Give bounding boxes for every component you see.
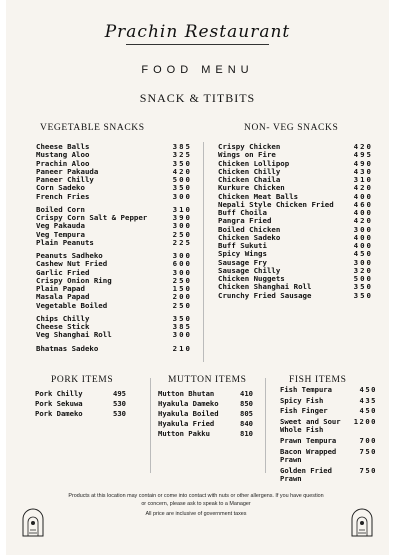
item-name: Masala Papad — [36, 292, 90, 302]
logo-right-icon — [349, 508, 375, 538]
nonveg-heading: NON- VEG SNACKS — [244, 123, 339, 133]
item-name: Mustang Aloo — [36, 150, 90, 160]
item-price: 700 — [359, 435, 377, 445]
item-name: Veg Shanghai Roll — [36, 330, 112, 340]
item-price: 310 — [353, 175, 373, 184]
menu-item — [35, 389, 126, 399]
item-name: Crispy Chicken — [218, 142, 281, 151]
item-name: Chicken Nuggets — [218, 274, 285, 283]
item-price: 400 — [353, 191, 373, 201]
title-underline — [126, 44, 269, 45]
column-divider — [203, 142, 204, 362]
menu-item — [158, 389, 253, 399]
item-name: French Fries — [36, 191, 90, 201]
item-name: Chips Chilly — [36, 313, 90, 323]
item-name: Golden Fried Prawn — [280, 465, 332, 484]
item-name: Buff Sukuti — [218, 241, 267, 250]
item-price: 300 — [172, 221, 192, 231]
item-name: Crunchy Fried Sausage — [218, 290, 312, 300]
item-name: Crispy Corn Salt & Pepper — [36, 213, 148, 222]
item-price: 850 — [240, 399, 253, 408]
fish-heading: FISH ITEMS — [289, 375, 347, 385]
item-name: Chicken Sadeko — [218, 232, 281, 242]
item-name: Mutton Pakku — [158, 429, 210, 438]
menu-page — [6, 0, 389, 555]
menu-item — [36, 331, 192, 339]
menu-title: FOOD MENU — [141, 64, 254, 76]
item-name: Bacon Wrapped Prawn — [280, 446, 337, 465]
item-name: Fish Finger — [280, 406, 328, 416]
item-name: Garlic Fried — [36, 267, 90, 277]
menu-item — [280, 467, 377, 484]
item-price: 495 — [353, 150, 373, 160]
item-name: Cheese Stick — [36, 322, 90, 331]
item-price: 385 — [172, 322, 192, 331]
item-price: 500 — [353, 274, 373, 283]
item-price: 750 — [359, 465, 377, 475]
item-price: 390 — [172, 213, 192, 222]
nonveg-list — [218, 143, 373, 300]
item-name: Mutton Bhutan — [158, 389, 215, 398]
item-name: Bhatmas Sadeko — [36, 343, 99, 353]
item-price: 420 — [353, 216, 373, 226]
item-price: 840 — [240, 419, 253, 428]
item-price: 530 — [113, 409, 126, 418]
mutton-list — [158, 389, 253, 439]
item-name: Chicken Meat Balls — [218, 191, 299, 201]
item-price: 420 — [353, 183, 373, 193]
item-price: 300 — [353, 257, 373, 267]
item-price: 420 — [172, 166, 192, 176]
menu-item — [35, 409, 126, 419]
mutton-divider — [265, 378, 266, 473]
item-price: 350 — [172, 313, 192, 323]
item-name: Pork Sekuwa — [35, 399, 83, 408]
item-price: 250 — [172, 300, 192, 310]
menu-item — [158, 419, 253, 429]
item-price: 400 — [353, 208, 373, 217]
item-price: 325 — [172, 150, 192, 160]
item-price: 300 — [172, 191, 192, 201]
item-price: 450 — [359, 406, 377, 416]
item-name: Prachin Aloo — [36, 158, 90, 168]
item-price: 150 — [172, 284, 192, 293]
item-name: Plain Papad — [36, 284, 85, 293]
item-price: 400 — [353, 241, 373, 250]
item-price: 400 — [353, 232, 373, 242]
restaurant-name: Prachin Restaurant — [104, 22, 291, 42]
pork-divider — [150, 378, 151, 473]
item-price: 420 — [353, 142, 373, 151]
logo-left-icon — [20, 508, 46, 538]
section-title: SNACK & TITBITS — [139, 91, 256, 105]
item-price: 410 — [240, 389, 253, 398]
item-name: Chicken Lollipop — [218, 158, 290, 168]
tax-note: All price are inclusive of government taxes — [145, 511, 247, 517]
item-name: Boiled Chicken — [218, 224, 281, 234]
menu-item — [280, 437, 377, 446]
item-price: 350 — [353, 282, 373, 292]
menu-item — [280, 407, 377, 416]
menu-item — [280, 397, 377, 406]
item-name: Paneer Chilly — [36, 175, 94, 184]
menu-item — [36, 302, 192, 310]
item-name: Kurkure Chicken — [218, 183, 285, 193]
item-price: 300 — [353, 224, 373, 234]
item-name: Plain Peanuts — [36, 237, 94, 247]
item-name: Peanuts Sadheko — [36, 251, 103, 260]
item-price: 225 — [172, 237, 192, 247]
item-price: 320 — [353, 265, 373, 275]
item-name: Chicken Chilly — [218, 166, 281, 176]
item-name: Spicy Fish — [280, 395, 324, 405]
item-name: Spicy Wings — [218, 249, 267, 259]
item-name: Sweet and Sour Whole Fish — [280, 416, 341, 435]
item-name: Paneer Pakauda — [36, 166, 99, 176]
item-price: 600 — [172, 259, 192, 269]
item-price: 385 — [172, 142, 192, 151]
item-price: 500 — [172, 175, 192, 184]
item-price: 300 — [172, 330, 192, 340]
item-name: Sausage Chilly — [218, 265, 281, 275]
menu-item — [36, 193, 192, 201]
pork-list — [35, 389, 126, 419]
item-name: Cashew Nut Fried — [36, 259, 108, 269]
item-name: Prawn Tempura — [280, 435, 337, 445]
item-name: Chicken Shanghai Roll — [218, 282, 312, 292]
manager-note: or concern, please ask to speak to a Manager — [141, 501, 251, 507]
menu-item — [158, 429, 253, 439]
item-price: 435 — [359, 395, 377, 405]
item-name: Pork Chilly — [35, 389, 83, 398]
item-name: Veg Pakauda — [36, 221, 85, 231]
footer-note — [46, 492, 346, 518]
item-name: Pangra Fried — [218, 216, 272, 226]
item-price: 210 — [172, 343, 192, 353]
menu-item — [280, 386, 377, 395]
item-price: 350 — [353, 290, 373, 300]
mutton-heading: MUTTON ITEMS — [168, 375, 247, 385]
item-price: 750 — [359, 446, 377, 456]
item-price: 310 — [172, 204, 192, 214]
fish-list — [280, 386, 377, 486]
veg-list — [36, 143, 192, 353]
item-name: Corn Sadeko — [36, 183, 85, 193]
menu-item — [158, 409, 253, 419]
item-name: Wings on Fire — [218, 150, 276, 160]
item-name: Pork Dameko — [35, 409, 83, 418]
item-price: 1200 — [353, 416, 377, 426]
item-price: 450 — [359, 385, 377, 394]
item-price: 200 — [172, 292, 192, 302]
item-price: 250 — [172, 229, 192, 239]
veg-heading: VEGETABLE SNACKS — [40, 123, 145, 133]
item-name: Buff Choila — [218, 208, 267, 217]
menu-item — [35, 399, 126, 409]
item-name: Hyakula Dameko — [158, 399, 219, 408]
item-name: Fish Tempura — [280, 385, 332, 394]
item-name: Nepali Style Chicken Fried — [218, 199, 334, 209]
menu-item — [158, 399, 253, 409]
item-price: 810 — [240, 429, 253, 438]
menu-item — [280, 418, 377, 435]
item-price: 250 — [172, 275, 192, 285]
item-price: 430 — [353, 166, 373, 176]
pork-heading: PORK ITEMS — [51, 375, 114, 385]
allergen-note: Products at this location may contain or come into contact with nuts or other allergens. If you have question — [68, 493, 324, 499]
item-price: 350 — [172, 158, 192, 168]
menu-item — [218, 292, 373, 300]
item-price: 490 — [353, 158, 373, 168]
item-name: Sausage Fry — [218, 257, 267, 267]
item-name: Vegetable Boiled — [36, 300, 108, 310]
item-price: 805 — [240, 409, 253, 418]
menu-item — [280, 448, 377, 465]
item-name: Chicken Chaila — [218, 175, 281, 184]
item-price: 530 — [113, 399, 126, 408]
item-name: Cheese Balls — [36, 142, 90, 151]
item-name: Hyakula Fried — [158, 419, 215, 428]
item-price: 300 — [172, 267, 192, 277]
item-price: 300 — [172, 251, 192, 260]
item-price: 495 — [113, 389, 126, 398]
item-price: 450 — [353, 249, 373, 259]
menu-item — [36, 239, 192, 247]
menu-item — [36, 345, 192, 353]
item-name: Veg Tempura — [36, 229, 85, 239]
item-name: Boiled Corn — [36, 204, 85, 214]
item-price: 350 — [172, 183, 192, 193]
item-price: 460 — [353, 199, 373, 209]
item-name: Hyakula Boiled — [158, 409, 219, 418]
item-name: Crispy Onion Ring — [36, 275, 112, 285]
